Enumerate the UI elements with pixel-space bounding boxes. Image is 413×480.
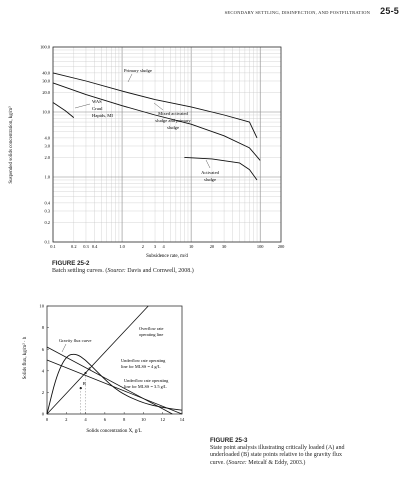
- flux-y-tick-label: 6: [41, 346, 44, 352]
- settling-grid: [53, 47, 281, 242]
- settling-y-tick-label: 4.0: [44, 135, 50, 141]
- label-mixed-3: sludge: [167, 125, 179, 130]
- label-was-location-1: Cruul: [92, 106, 103, 111]
- figure-25-2-caption-text: Batch settling curves. (: [52, 267, 108, 274]
- label-mixed-1: Mixed activated: [158, 111, 188, 116]
- flux-y-tick-label: 4: [41, 368, 44, 374]
- leader-was: [75, 104, 90, 108]
- settling-y-axis-label: Suspended solids concentration, kg/m³: [9, 106, 14, 184]
- figure-25-3-label: FIGURE 25-3: [210, 437, 248, 444]
- settling-x-tick-label: 2: [141, 244, 144, 249]
- leader-primary-sludge: [128, 74, 132, 82]
- flux-x-tick-label: 0: [45, 417, 49, 422]
- settling-x-tick-label: 0.2: [71, 244, 77, 249]
- figure-25-3-line-2: underloaded (B) state points relative to the gravity flux: [210, 452, 342, 458]
- flux-x-tick-label: 10: [141, 417, 146, 422]
- flux-y-axis-label: Solids flux, kg/m² · h: [23, 336, 28, 380]
- settling-y-tick-label: 10.0: [42, 109, 50, 115]
- figure-25-2-text: [52, 268, 194, 276]
- settling-y-tick-label: 30.0: [42, 78, 50, 84]
- settling-y-ticks: [40, 45, 51, 245]
- flux-y-tick-label: 0: [41, 411, 44, 417]
- label-underflow-a-1: Underflow rate operating: [121, 358, 166, 363]
- flux-y-tick-label: 8: [41, 325, 44, 331]
- flux-x-tick-label: 14: [179, 417, 185, 422]
- label-gravity-flux: Gravity flux curve: [59, 338, 92, 343]
- label-was: WAS: [92, 99, 102, 104]
- flux-x-tick-label: 2: [65, 417, 68, 422]
- figure-25-2-caption: [52, 260, 194, 275]
- settling-y-tick-label: 3.0: [44, 143, 50, 149]
- settling-y-tick-label: 2.0: [44, 155, 50, 161]
- leader-activated: [206, 160, 210, 168]
- settling-y-tick-label: 0.3: [44, 208, 50, 214]
- flux-x-axis-label: Solids concentration X, g/L: [86, 429, 142, 434]
- figure-25-3-source-text: Metcalf & Eddy, 2003.): [246, 459, 306, 466]
- label-underflow-b-2: line for MLSS = 3.5 g/L: [124, 384, 167, 389]
- settling-y-tick-label: 40.0: [42, 70, 50, 76]
- settling-chart: [8, 45, 285, 259]
- figure-25-3-line-3: [210, 460, 406, 468]
- figure-25-3-line-1: State point analysis illustrating critically loaded (A) and: [210, 444, 345, 451]
- settling-y-tick-label: 0.2: [44, 220, 50, 226]
- settling-x-ticks: [50, 244, 285, 249]
- running-title: SECONDARY SETTLING, DISINFECTION, AND POSTFILTRATION: [224, 10, 371, 15]
- settling-x-tick-label: 0.3: [83, 244, 89, 249]
- figure-25-3-caption: [210, 437, 406, 467]
- label-underflow-b-1: Underflow rate operating: [124, 378, 169, 383]
- settling-x-tick-label: 1.0: [119, 244, 125, 249]
- page-number: 25-5: [380, 6, 399, 16]
- figure-25-2-source-label: Source:: [107, 267, 126, 274]
- settling-x-tick-label: 10: [188, 244, 194, 249]
- settling-x-tick-label: 3: [153, 244, 157, 249]
- label-activated-2: sludge: [204, 177, 216, 182]
- settling-y-tick-label: 100.0: [40, 44, 50, 50]
- settling-x-tick-label: 20: [209, 244, 215, 249]
- figure-25-2-source-text: Davis and Cornwell, 2008.): [125, 267, 194, 274]
- flux-x-tick-label: 12: [160, 417, 166, 422]
- flux-y-tick-label: 10: [39, 303, 44, 309]
- settling-y-tick-label: 0.1: [44, 239, 50, 245]
- settling-plot-frame: [53, 47, 281, 242]
- flux-x-tick-label: 4: [84, 417, 87, 422]
- state-point-label-b: B: [82, 381, 86, 387]
- settling-y-tick-label: 0.4: [44, 200, 50, 206]
- label-overflow-1: Overflow rate: [139, 326, 164, 331]
- flux-chart: [22, 304, 185, 434]
- settling-x-tick-label: 100: [256, 244, 264, 249]
- settling-x-tick-label: 200: [277, 244, 285, 249]
- leader-gravity-flux: [62, 344, 66, 352]
- label-was-location-2: Haptds, MI: [92, 113, 113, 118]
- figure-25-3-source-label: Source:: [228, 459, 247, 466]
- settling-y-tick-label: 20.0: [42, 90, 50, 96]
- settling-series-line-4: [184, 157, 257, 180]
- flux-x-tick-label: 8: [122, 417, 126, 422]
- label-primary-sludge: Primary sludge: [124, 68, 152, 73]
- leader-mixed: [154, 103, 163, 110]
- settling-x-tick-label: 30: [221, 244, 227, 249]
- label-overflow-2: operating line: [139, 332, 164, 337]
- settling-series-line-3: [53, 103, 74, 118]
- flux-y-tick-label: 2: [41, 390, 44, 395]
- figure-25-3-caption-tail: curve. (: [210, 459, 229, 466]
- label-underflow-a-2: line for MLSS = 4 g/L: [121, 364, 161, 369]
- label-mixed-2: sludge and primary: [155, 118, 191, 123]
- state-point-label-a: A: [87, 365, 91, 371]
- flux-x-tick-label: 6: [103, 417, 107, 422]
- settling-y-tick-label: 1.0: [44, 174, 50, 180]
- settling-x-tick-label: 0.4: [91, 244, 98, 249]
- settling-x-tick-label: 0.1: [50, 244, 56, 249]
- settling-x-tick-label: 4: [162, 244, 165, 249]
- settling-x-axis-label: Subsidence rate, m/d: [146, 254, 188, 259]
- figure-25-2-label: FIGURE 25-2: [52, 260, 90, 267]
- label-activated-1: Activated: [201, 170, 219, 175]
